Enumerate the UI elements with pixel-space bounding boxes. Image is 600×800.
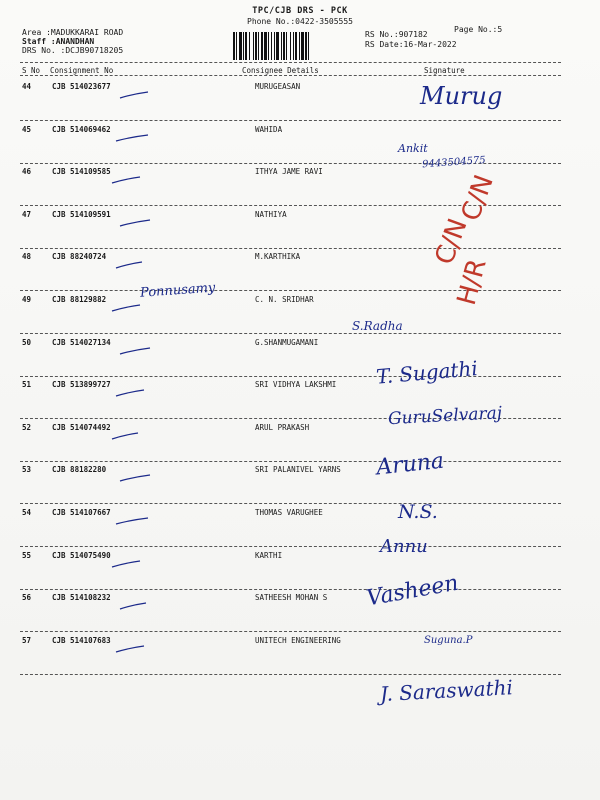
consignment-number: CJB 514107683 (52, 635, 111, 645)
signature: Ankit (398, 142, 428, 155)
rs-number: RS No.:907182 (365, 30, 428, 39)
signature: N.S. (398, 501, 438, 523)
consignee-name: UNITECH ENGINEERING (255, 635, 341, 645)
consignee-name: G.SHANMUGAMANI (255, 337, 319, 347)
serial-number: 52 (22, 422, 32, 432)
staff-label: Staff :ANANDHAN (22, 37, 95, 46)
consignee-name: ARUL PRAKASH (255, 422, 310, 432)
serial-number: 55 (22, 550, 32, 560)
serial-number: 54 (22, 508, 32, 517)
consignment-number: CJB 514023677 (52, 82, 111, 91)
col-header-sno: S No (22, 66, 41, 75)
serial-number: 49 (22, 295, 32, 304)
drs-number: DRS No. :DCJB90718205 (22, 46, 124, 55)
area-label: Area :MADUKKARAI ROAD (22, 28, 124, 37)
consignee-name: KARTHI (255, 550, 283, 560)
signature: Annu (380, 536, 428, 557)
signature: Ponnusamy (139, 280, 216, 301)
signature: Aruna (375, 448, 446, 481)
col-header-signature: Signature (424, 66, 465, 75)
consignee-name: WAHIDA (255, 124, 283, 134)
serial-number: 46 (22, 167, 32, 177)
consignee-name: SRI PALANIVEL YARNS (255, 465, 341, 475)
consignee-name: SATHEESH MOHAN S (255, 593, 328, 603)
phone-number: Phone No.:0422-3505555 (247, 17, 353, 26)
col-header-consignee: Consignee Details (242, 66, 319, 75)
signature: J. Saraswathi (379, 675, 514, 707)
col-header-consignment: Consignment No (50, 66, 114, 75)
consignee-name: ITHYA JAME RAVI (255, 167, 323, 177)
consignment-number: CJB 514075490 (52, 550, 111, 560)
serial-number: 56 (22, 593, 32, 603)
consignee-name: MURUGEASAN (255, 82, 301, 91)
consignment-number: CJB 88129882 (52, 295, 107, 304)
serial-number: 50 (22, 337, 32, 347)
consignment-number: CJB 88182280 (52, 465, 107, 475)
signature: Murug (420, 82, 503, 110)
consignment-number: CJB 514027134 (52, 337, 111, 347)
handwritten-phone: 9443504575 (421, 154, 487, 171)
signature: Vasheen (364, 570, 461, 612)
consignment-number: CJB 514109585 (52, 167, 111, 177)
red-ink-mark: C/N (429, 214, 474, 269)
consignee-name: SRI VIDHYA LAKSHMI (255, 380, 337, 390)
signature: GuruSelvaraj (387, 403, 503, 430)
serial-number: 53 (22, 465, 32, 475)
consignment-number: CJB 514109591 (52, 209, 111, 219)
serial-number: 45 (22, 124, 32, 134)
rs-date: RS Date:16-Mar-2022 (365, 40, 457, 49)
consignment-number: CJB 514108232 (52, 593, 111, 603)
consignee-name: THOMAS VARUGHEE (255, 508, 323, 517)
consignment-number: CJB 88240724 (52, 252, 107, 262)
consignee-name: C. N. SRIDHAR (255, 295, 314, 304)
consignment-number: CJB 514074492 (52, 422, 111, 432)
signature: Suguna.P (424, 635, 473, 646)
signature: T. Sugathi (375, 356, 479, 389)
consignment-number: CJB 514107667 (52, 508, 111, 517)
sheet-title: TPC/CJB DRS - PCK (252, 6, 348, 16)
red-ink-mark: C/N (455, 171, 500, 225)
serial-number: 48 (22, 252, 32, 262)
serial-number: 44 (22, 82, 32, 91)
consignee-name: M.KARTHIKA (255, 252, 301, 262)
page-number: Page No.:5 (454, 25, 503, 34)
serial-number: 47 (22, 209, 32, 219)
consignment-number: CJB 514069462 (52, 124, 111, 134)
consignee-name: NATHIYA (255, 209, 287, 219)
red-ink-mark: H/R (451, 255, 493, 309)
serial-number: 51 (22, 380, 32, 390)
signature: S.Radha (352, 319, 403, 333)
consignment-number: CJB 513899727 (52, 380, 111, 390)
serial-number: 57 (22, 635, 32, 645)
